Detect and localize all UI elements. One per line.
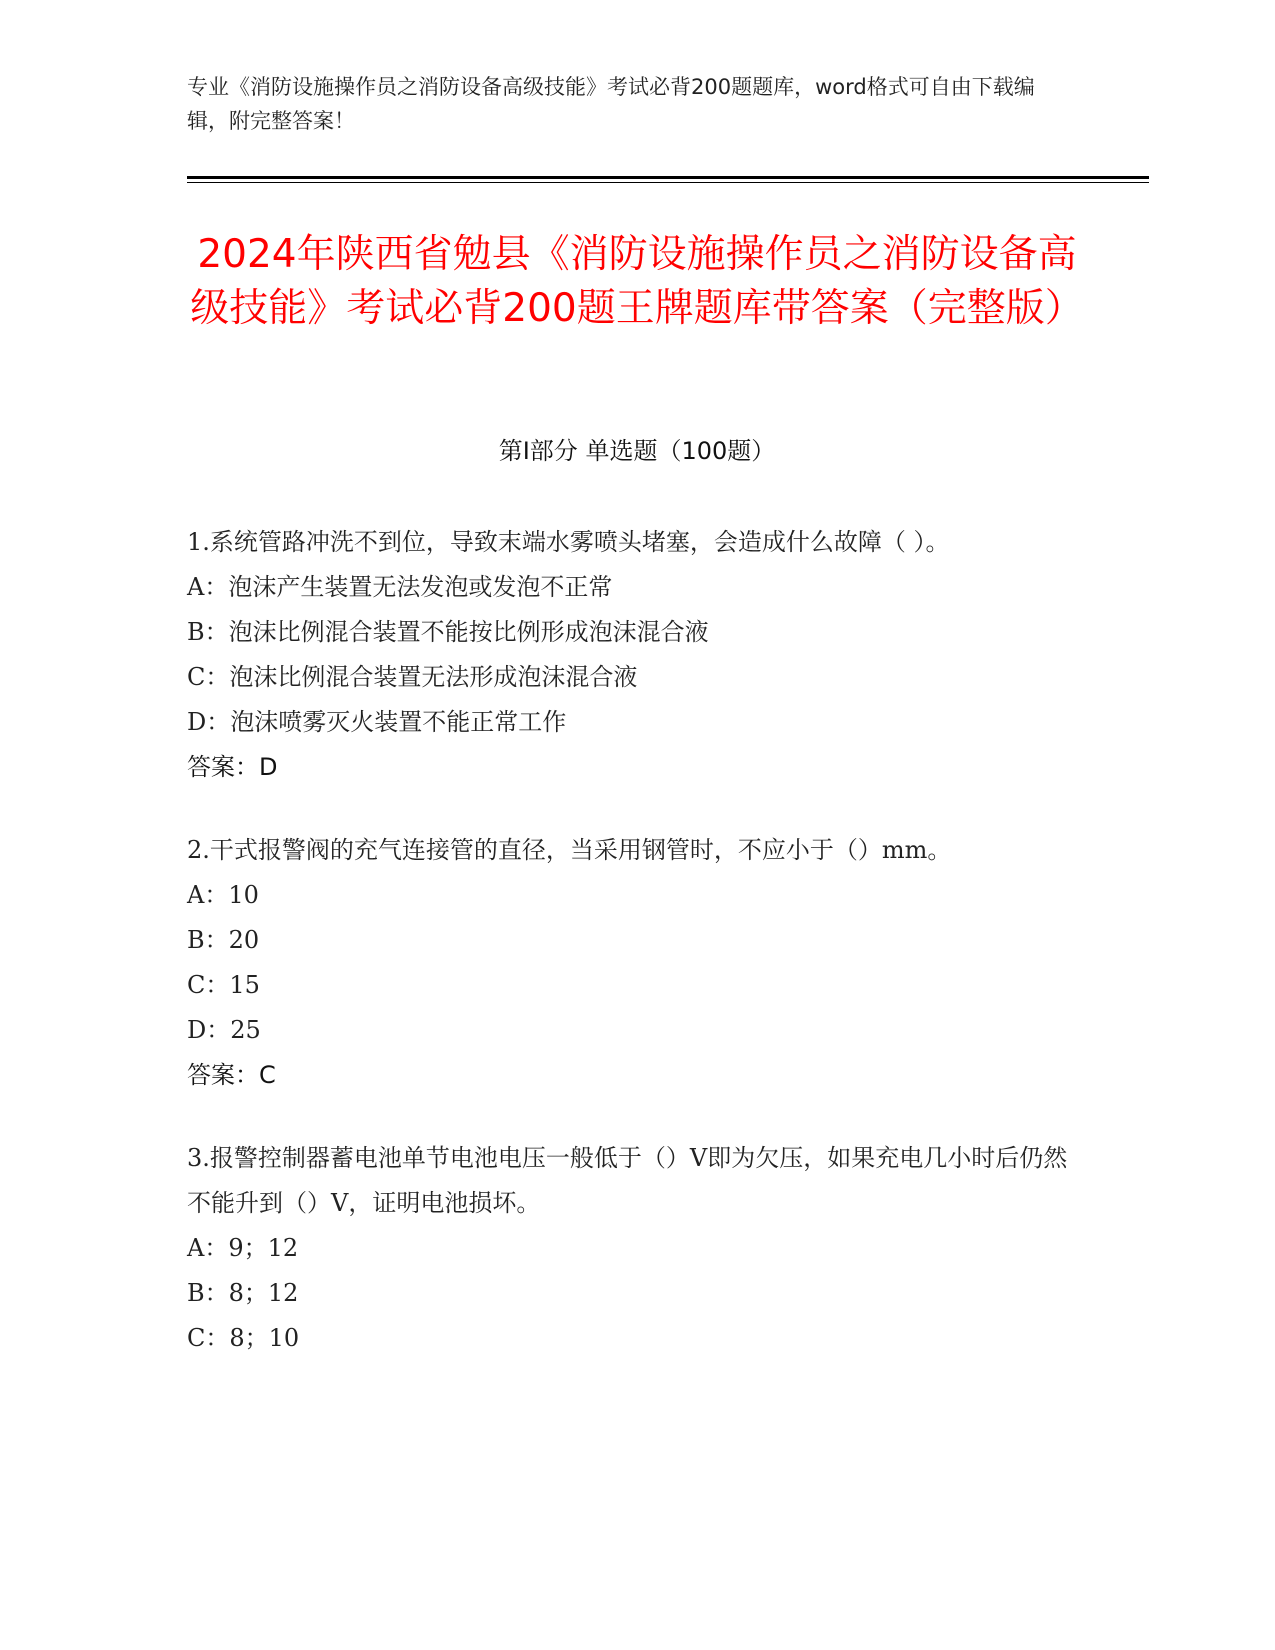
option-b: B：20 <box>187 926 260 954</box>
section-title: 第I部分 单选题（100题） <box>498 437 776 465</box>
option-a: A：泡沫产生装置无法发泡或发泡不正常 <box>187 573 613 601</box>
question-text: 2.干式报警阀的充气连接管的直径，当采用钢管时，不应小于（）mm。 <box>187 836 952 864</box>
option-c: C：泡沫比例混合装置无法形成泡沫混合液 <box>187 663 638 691</box>
answer: 答案：D <box>187 753 278 781</box>
option-b: B：泡沫比例混合装置不能按比例形成泡沫混合液 <box>187 618 709 646</box>
header-divider-thin <box>187 182 1149 183</box>
header-note: 专业《消防设施操作员之消防设备高级技能》考试必背200题题库，word格式可自由下载编辑，附完整答案！ <box>187 75 1035 133</box>
option-a: A：10 <box>187 881 259 909</box>
question-3 <box>187 1136 1087 1361</box>
option-d: D：25 <box>187 1016 261 1044</box>
option-d: D：泡沫喷雾灭火装置不能正常工作 <box>187 708 567 736</box>
question-text: 3.报警控制器蓄电池单节电池电压一般低于（）V即为欠压，如果充电几小时后仍然不能升到（）V，证明电池损坏。 <box>187 1144 1068 1217</box>
option-c: C：15 <box>187 971 260 999</box>
option-a: A：9；12 <box>187 1234 299 1262</box>
question-2 <box>187 828 1087 1098</box>
question-1 <box>187 520 1087 790</box>
document-title: 2024年陕西省勉县《消防设施操作员之消防设备高级技能》考试必背200题王牌题库带答案（完整版） <box>190 232 1084 331</box>
option-b: B：8；12 <box>187 1279 299 1307</box>
question-text: 1.系统管路冲洗不到位，导致末端水雾喷头堵塞，会造成什么故障（ ）。 <box>187 528 950 556</box>
option-c: C：8；10 <box>187 1324 300 1352</box>
question-list <box>187 520 1087 1399</box>
header-divider-thick <box>187 176 1149 179</box>
answer: 答案：C <box>187 1061 276 1089</box>
